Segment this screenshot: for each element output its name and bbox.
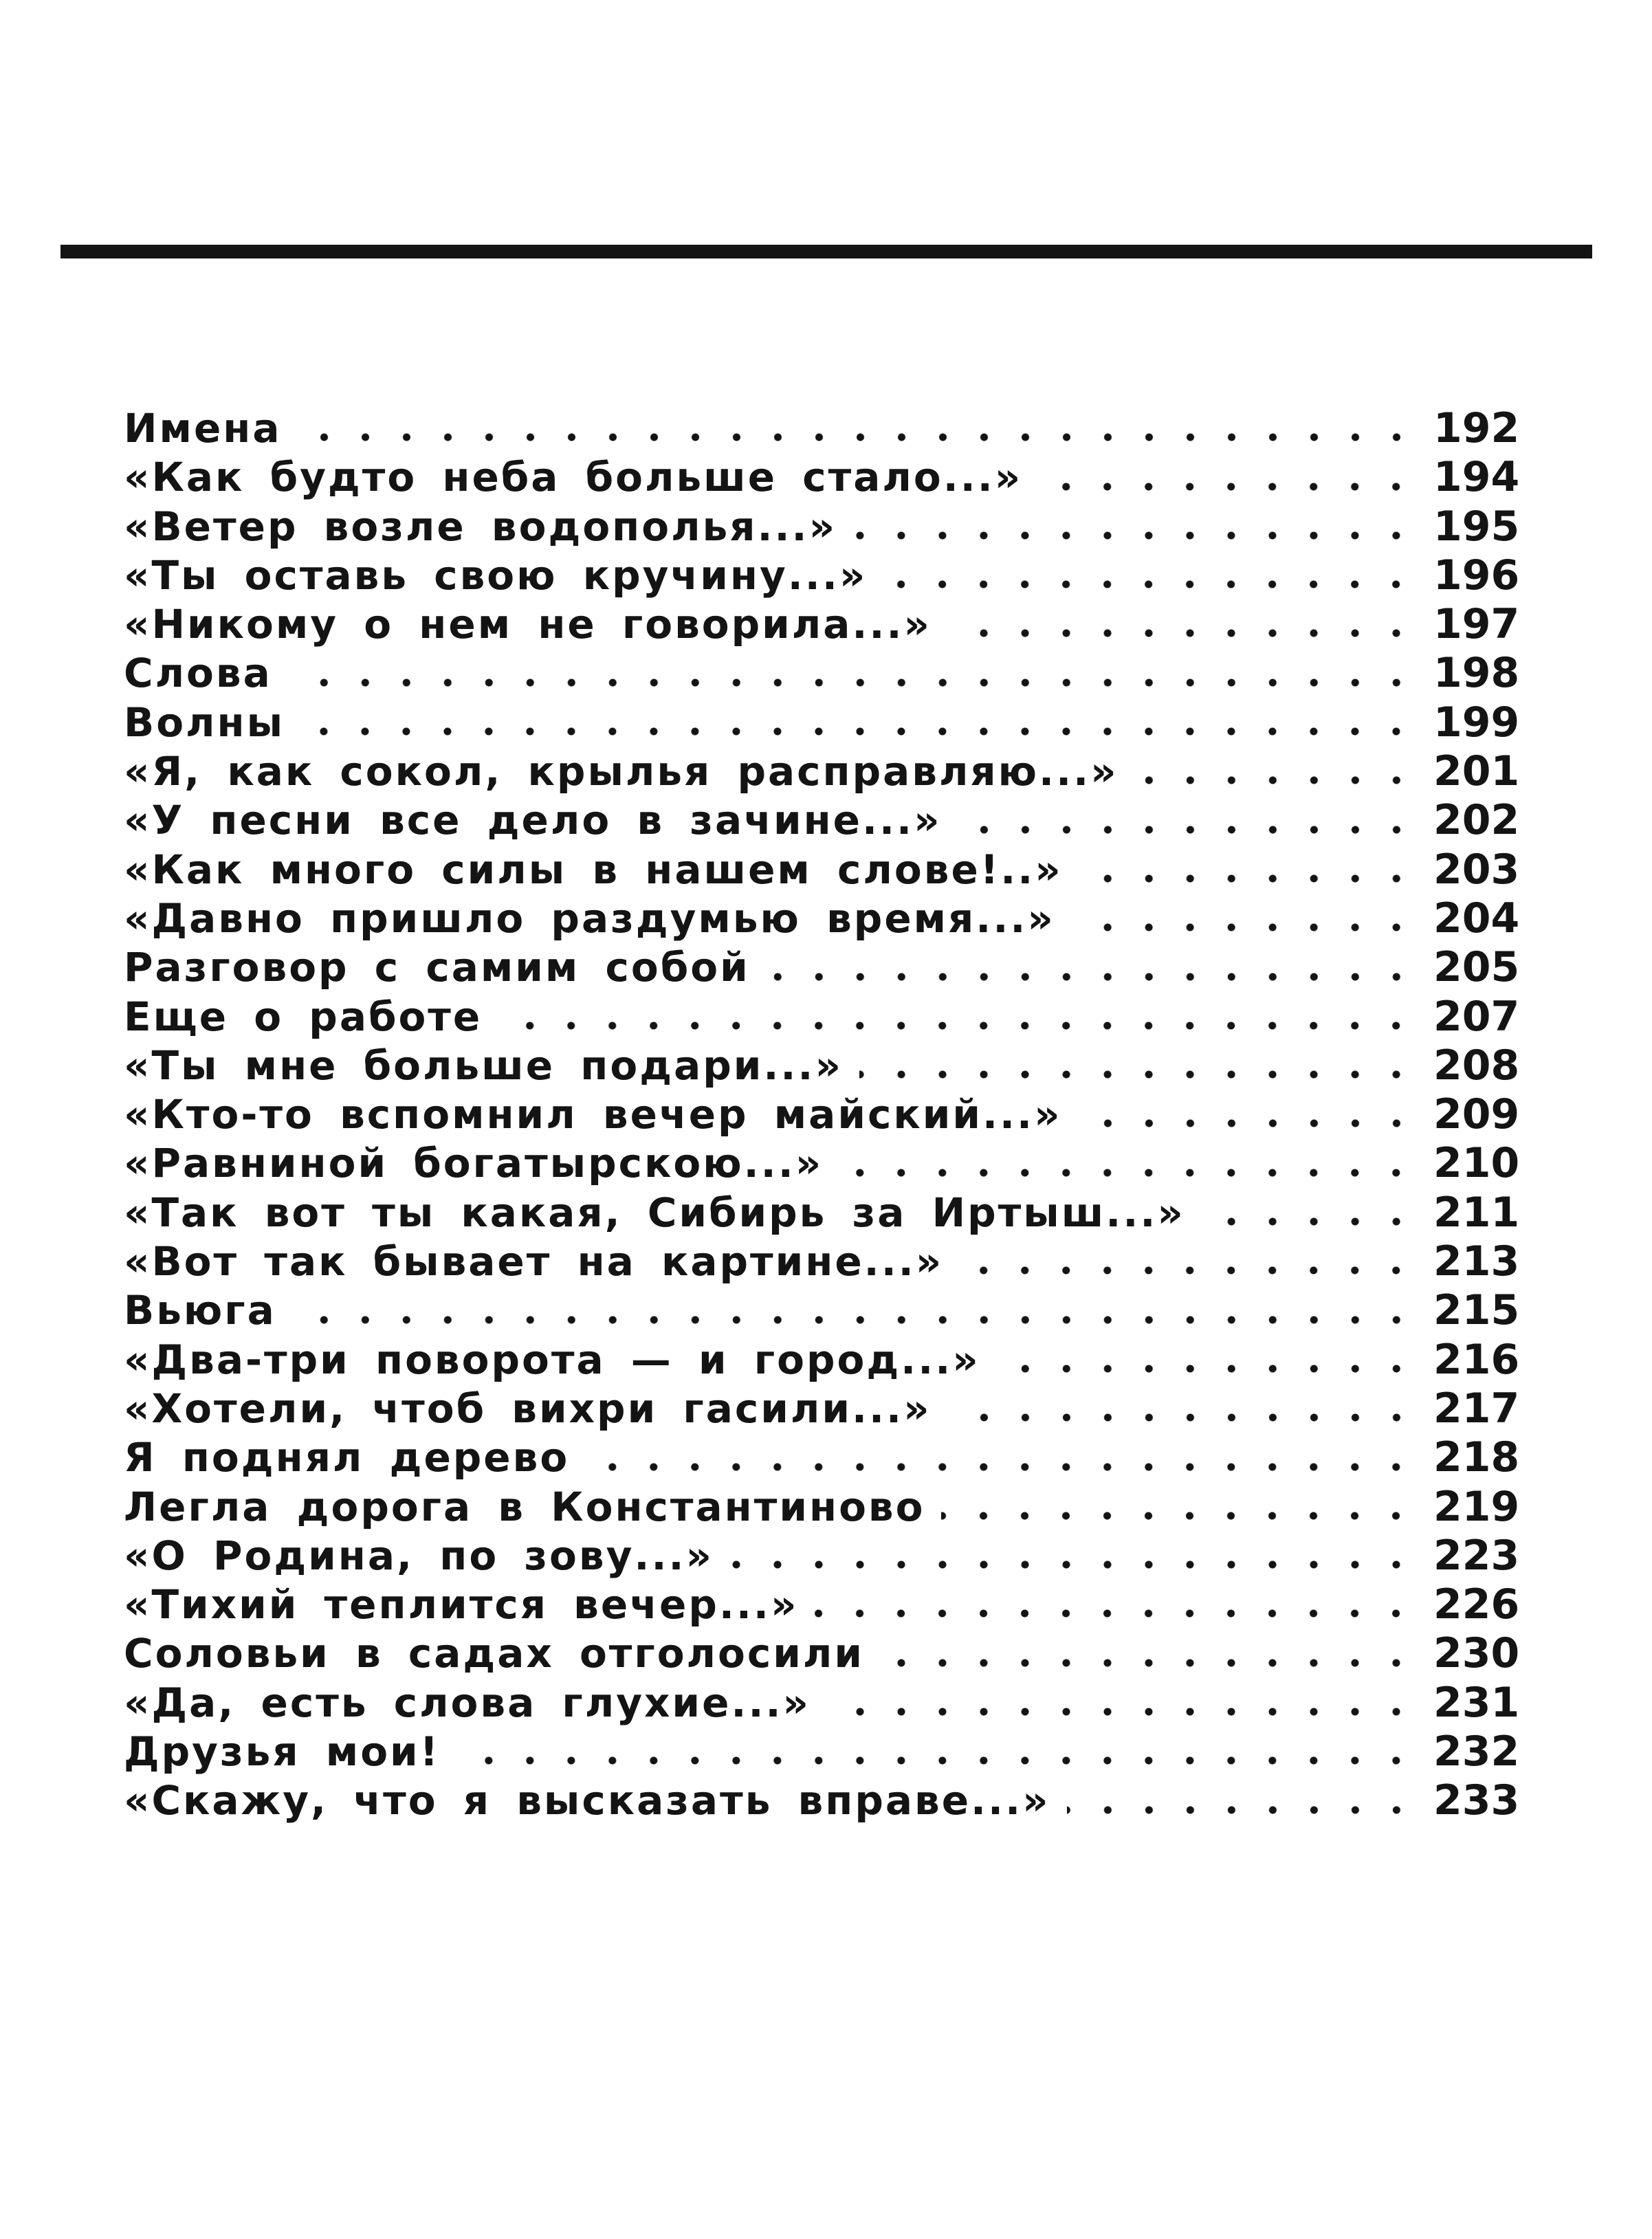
dot-leader <box>1135 776 1417 784</box>
toc-entry-title: «Да, есть слова глухие...» <box>124 1679 811 1726</box>
toc-entry-page-number: 216 <box>1433 1335 1520 1384</box>
toc-entry <box>124 404 1520 453</box>
toc-entry-page-number: 209 <box>1433 1090 1520 1139</box>
dot-leader <box>881 1659 1417 1667</box>
toc-entry <box>124 894 1520 943</box>
dot-leader <box>1072 923 1417 931</box>
dot-leader <box>456 1756 1417 1765</box>
toc-entry-page-number: 205 <box>1433 943 1520 992</box>
toc-entry-title: «Тихий теплится вечер...» <box>124 1581 799 1629</box>
toc-entry-title: «Ты оставь свою кручину...» <box>124 551 868 599</box>
toc-entry-title: «Хотели, чтоб вихри гасили...» <box>124 1385 932 1432</box>
toc-entry <box>124 1580 1520 1629</box>
toc-entry-title: Имена <box>124 405 282 452</box>
dot-leader <box>1202 1217 1417 1226</box>
toc-entry-page-number: 204 <box>1433 894 1520 942</box>
toc-entry <box>124 992 1520 1041</box>
toc-entry <box>124 1335 1520 1385</box>
toc-entry-page-number: 198 <box>1433 649 1520 698</box>
dot-leader <box>853 531 1417 540</box>
toc-entry-page-number: 217 <box>1433 1384 1520 1433</box>
toc-entry-title: «Скажу, что я высказать вправе...» <box>124 1777 1050 1824</box>
dot-leader <box>859 1070 1417 1079</box>
dot-leader <box>289 679 1417 687</box>
toc-entry <box>124 698 1520 747</box>
toc-entry-page-number: 202 <box>1433 796 1520 845</box>
toc-entry-page-number: 226 <box>1433 1580 1520 1629</box>
toc-entry <box>124 649 1520 698</box>
dot-leader <box>301 727 1417 736</box>
toc-entry-page-number: 219 <box>1433 1482 1520 1531</box>
dot-leader <box>958 826 1417 834</box>
toc-entry-title: Разговор с самим собой <box>124 944 750 991</box>
toc-entry-title: Еще о работе <box>124 993 483 1040</box>
toc-entry <box>124 1531 1520 1580</box>
toc-entry <box>124 1776 1520 1825</box>
toc-entry-title: «Кто-то вспомнил вечер майский...» <box>124 1091 1062 1138</box>
dot-leader <box>1067 1806 1417 1814</box>
toc-entry-page-number: 213 <box>1433 1237 1520 1286</box>
toc-entry-page-number: 192 <box>1433 404 1520 452</box>
toc-entry-title: «Никому о нем не говорила...» <box>124 601 932 648</box>
toc-entry-title: «Как будто неба больше стало...» <box>124 454 1023 501</box>
dot-leader <box>948 1413 1417 1422</box>
toc-entry-title: Легла дорога в Константиново <box>124 1483 925 1530</box>
dot-leader <box>730 1560 1417 1569</box>
toc-entry <box>124 1678 1520 1728</box>
toc-entry-page-number: 195 <box>1433 502 1520 551</box>
toc-entry-page-number: 199 <box>1433 698 1520 747</box>
toc-entry-page-number: 208 <box>1433 1041 1520 1090</box>
toc-entry-title: «Как много силы в нашем слове!..» <box>124 846 1063 893</box>
dot-leader <box>839 1169 1417 1177</box>
toc-entry-page-number: 201 <box>1433 747 1520 796</box>
dot-leader <box>883 580 1417 588</box>
toc-entry <box>124 1188 1520 1237</box>
toc-entry-page-number: 210 <box>1433 1139 1520 1188</box>
dot-leader <box>1039 483 1417 491</box>
top-rule <box>60 245 1592 258</box>
toc-entry <box>124 943 1520 992</box>
toc-entry-title: Я поднял дерево <box>124 1434 570 1481</box>
toc-entry-title: «Ветер возле водополья...» <box>124 503 837 550</box>
toc-entry <box>124 747 1520 796</box>
toc-entry-page-number: 218 <box>1433 1433 1520 1482</box>
toc-entry-title: «Два-три поворота — и город...» <box>124 1336 980 1383</box>
toc-entry-title: «Равниной богатырскою...» <box>124 1140 824 1187</box>
dot-leader <box>498 1022 1417 1030</box>
toc-entry <box>124 1482 1520 1532</box>
toc-entry-title: «Я, как сокол, крылья расправляю...» <box>124 748 1119 795</box>
toc-entry <box>124 1041 1520 1090</box>
toc-entry-page-number: 230 <box>1433 1629 1520 1678</box>
toc-entry-page-number: 203 <box>1433 845 1520 894</box>
toc-entry-page-number: 194 <box>1433 453 1520 502</box>
toc-entry <box>124 502 1520 551</box>
dot-leader <box>941 1512 1417 1520</box>
toc-entry <box>124 796 1520 845</box>
dot-leader <box>948 629 1417 637</box>
toc-entry <box>124 1090 1520 1139</box>
toc-entry-title: «Давно пришло раздумью время...» <box>124 894 1055 942</box>
dot-leader <box>586 1463 1417 1471</box>
toc-entry-page-number: 197 <box>1433 600 1520 649</box>
toc-entry-title: «Ты мне больше подари...» <box>124 1041 843 1089</box>
toc-entry-title: Волны <box>124 698 285 746</box>
toc-entry <box>124 1286 1520 1335</box>
toc-entry <box>124 1629 1520 1678</box>
toc-entry-title: «У песни все дело в зачине...» <box>124 797 942 844</box>
toc-entry-title: «О Родина, по зову...» <box>124 1532 714 1579</box>
dot-leader <box>298 433 1418 441</box>
toc-entry <box>124 1433 1520 1482</box>
toc-entry-title: Друзья мои! <box>124 1728 441 1776</box>
toc-entry <box>124 845 1520 894</box>
toc-entry-title: «Так вот ты какая, Сибирь за Иртыш...» <box>124 1189 1185 1236</box>
toc-entry-page-number: 232 <box>1433 1728 1520 1776</box>
toc-entry-page-number: 196 <box>1433 551 1520 599</box>
toc-entry-page-number: 211 <box>1433 1188 1520 1237</box>
toc-entry <box>124 1728 1520 1776</box>
dot-leader <box>767 973 1417 981</box>
toc-entry-page-number: 215 <box>1433 1286 1520 1335</box>
toc-entry <box>124 1139 1520 1188</box>
dot-leader <box>1079 1119 1417 1127</box>
toc-entry-title: «Вот так бывает на картине...» <box>124 1238 944 1286</box>
toc-entry-title: Соловьи в садах отголосили <box>124 1630 865 1677</box>
toc-entry <box>124 1237 1520 1286</box>
table-of-contents <box>124 404 1520 1826</box>
toc-entry-title: Вьюга <box>124 1287 276 1334</box>
dot-leader <box>1079 874 1417 883</box>
toc-entry <box>124 600 1520 649</box>
toc-entry-title: Слова <box>124 650 272 697</box>
toc-entry-page-number: 223 <box>1433 1531 1520 1580</box>
toc-entry-page-number: 233 <box>1433 1776 1520 1825</box>
dot-leader <box>293 1316 1417 1324</box>
dot-leader <box>997 1365 1417 1373</box>
dot-leader <box>827 1708 1417 1716</box>
toc-entry <box>124 453 1520 502</box>
toc-entry <box>124 1384 1520 1433</box>
toc-entry-page-number: 207 <box>1433 992 1520 1041</box>
toc-entry-page-number: 231 <box>1433 1678 1520 1727</box>
dot-leader <box>815 1609 1417 1618</box>
dot-leader <box>960 1266 1417 1275</box>
toc-entry <box>124 551 1520 600</box>
